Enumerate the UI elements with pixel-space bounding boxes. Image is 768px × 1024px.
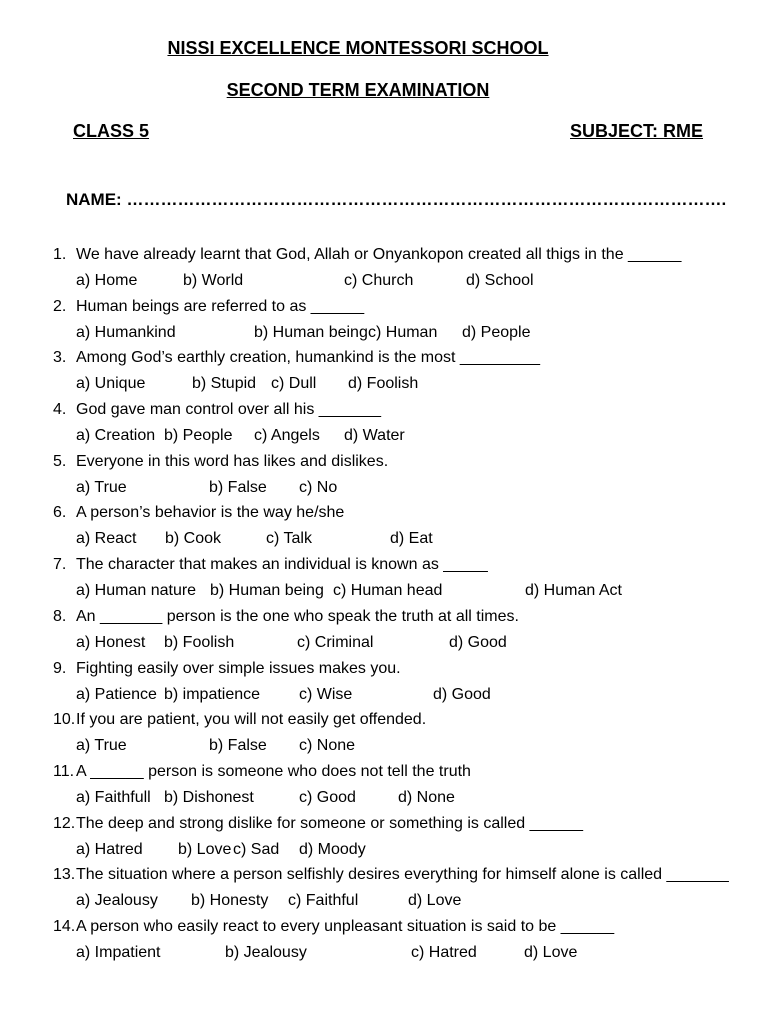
answer-option: d) Moody	[299, 840, 366, 858]
question-item	[0, 711, 768, 763]
answer-option: b) Jealousy	[225, 943, 307, 961]
question-text: Fighting easily over simple issues makes you.	[76, 659, 401, 677]
answer-option: c) Wise	[299, 685, 353, 703]
question-text: God gave man control over all his _______	[76, 401, 382, 419]
question-number: 1.	[53, 246, 67, 263]
question-item	[0, 660, 768, 712]
question-item	[0, 298, 768, 350]
answer-option: d) Eat	[390, 530, 433, 548]
question-text: Human beings are referred to as ______	[76, 297, 365, 315]
exam-title: SECOND TERM EXAMINATION	[226, 80, 490, 100]
answer-option: c) Hatred	[411, 943, 477, 961]
answer-option: a) Patience	[76, 685, 157, 703]
question-number: 5.	[53, 452, 67, 470]
answer-option: d) Good	[449, 633, 507, 651]
answer-option: c) Human	[368, 323, 438, 341]
answer-option: a) Faithfull	[76, 788, 151, 806]
name-field-line: NAME: …………………………………………………………………………………………….	[66, 190, 727, 209]
question-item	[0, 918, 768, 970]
answer-option: c) Church	[344, 272, 414, 289]
answer-option: c) Angels	[254, 427, 320, 445]
answer-option: d) Water	[344, 427, 405, 445]
answer-option: b) Stupid	[192, 375, 257, 393]
question-text: If you are patient, you will not easily get offended.	[76, 711, 427, 729]
answer-option: b) Human being	[210, 582, 324, 600]
answer-option: b) Foolish	[164, 633, 235, 651]
class-label: CLASS 5	[73, 121, 150, 141]
question-number: 4.	[53, 401, 67, 419]
answer-option: c) Faithful	[288, 892, 359, 910]
question-text: The character that makes an individual is known as _____	[76, 556, 488, 574]
question-text: Among God’s earthly creation, humankind is the most _________	[76, 349, 540, 367]
question-item	[0, 763, 768, 815]
question-text: Everyone in this word has likes and dislikes.	[76, 452, 389, 470]
question-text: We have already learnt that God, Allah or Onyankopon created all thigs in the ______	[76, 246, 682, 263]
question-item	[0, 453, 768, 505]
question-number: 8.	[53, 607, 67, 625]
answer-option: a) Humankind	[76, 323, 176, 341]
answer-option: b) Human being	[254, 323, 368, 341]
question-item	[0, 608, 768, 660]
question-item	[0, 866, 768, 918]
answer-option: a) Jealousy	[76, 892, 158, 910]
answer-option: a) Impatient	[76, 943, 161, 961]
answer-option: c) Sad	[233, 840, 280, 858]
question-number: 14.	[53, 917, 76, 935]
answer-option: c) No	[299, 478, 338, 496]
answer-option: c) Dull	[271, 375, 317, 393]
answer-option: a) Unique	[76, 375, 146, 393]
answer-option: a) Hatred	[76, 840, 143, 858]
answer-option: d) Love	[408, 892, 462, 910]
answer-option: a) True	[76, 737, 127, 755]
answer-option: c) Human head	[333, 582, 443, 600]
answer-option: d) School	[466, 272, 534, 289]
question-number: 13.	[53, 866, 76, 884]
answer-option: b) Cook	[165, 530, 222, 548]
answer-option: b) People	[164, 427, 233, 445]
question-text: A person who easily react to every unpleasant situation is said to be ______	[76, 917, 615, 935]
question-text: A ______ person is someone who does not tell the truth	[76, 762, 471, 780]
answer-option: a) Human nature	[76, 582, 197, 600]
answer-option: c) Good	[299, 788, 356, 806]
question-item	[0, 349, 768, 401]
answer-option: b) Dishonest	[164, 788, 254, 806]
question-number: 9.	[53, 659, 67, 677]
question-text: The deep and strong dislike for someone or something is called ______	[76, 814, 583, 832]
answer-option: a) True	[76, 478, 127, 496]
answer-option: a) Creation	[76, 427, 156, 445]
question-number: 6.	[53, 504, 67, 522]
answer-option: b) False	[209, 737, 267, 755]
question-item	[0, 401, 768, 453]
answer-option: d) None	[398, 788, 455, 806]
question-number: 12.	[53, 814, 76, 832]
answer-option: b) World	[183, 272, 244, 289]
question-item	[0, 246, 768, 298]
question-item	[0, 815, 768, 867]
question-list	[0, 246, 768, 970]
answer-option: c) Talk	[266, 530, 312, 548]
question-number: 11.	[53, 762, 75, 780]
question-number: 10.	[53, 711, 76, 729]
answer-option: d) Human Act	[525, 582, 622, 600]
answer-option: a) React	[76, 530, 137, 548]
question-text: The situation where a person selfishly desires everything for himself alone is called _______	[76, 866, 729, 884]
answer-option: a) Home	[76, 272, 138, 289]
question-number: 3.	[53, 349, 67, 367]
answer-option: d) People	[462, 323, 531, 341]
question-item	[0, 504, 768, 556]
answer-option: d) Foolish	[348, 375, 419, 393]
answer-option: b) Love	[178, 840, 232, 858]
answer-option: d) Love	[524, 943, 578, 961]
answer-option: d) Good	[433, 685, 491, 703]
answer-option: b) impatience	[164, 685, 261, 703]
answer-option: a) Honest	[76, 633, 146, 651]
school-name: NISSI EXCELLENCE MONTESSORI SCHOOL	[167, 38, 549, 58]
answer-option: b) Honesty	[191, 892, 269, 910]
question-number: 7.	[53, 556, 67, 574]
answer-option: c) None	[299, 737, 356, 755]
question-number: 2.	[53, 297, 67, 315]
answer-option: b) False	[209, 478, 267, 496]
question-text: A person’s behavior is the way he/she	[76, 504, 345, 522]
subject-label: SUBJECT: RME	[570, 121, 704, 141]
answer-option: c) Criminal	[297, 633, 374, 651]
question-item	[0, 556, 768, 608]
question-text: An _______ person is the one who speak the truth at all times.	[76, 607, 519, 625]
